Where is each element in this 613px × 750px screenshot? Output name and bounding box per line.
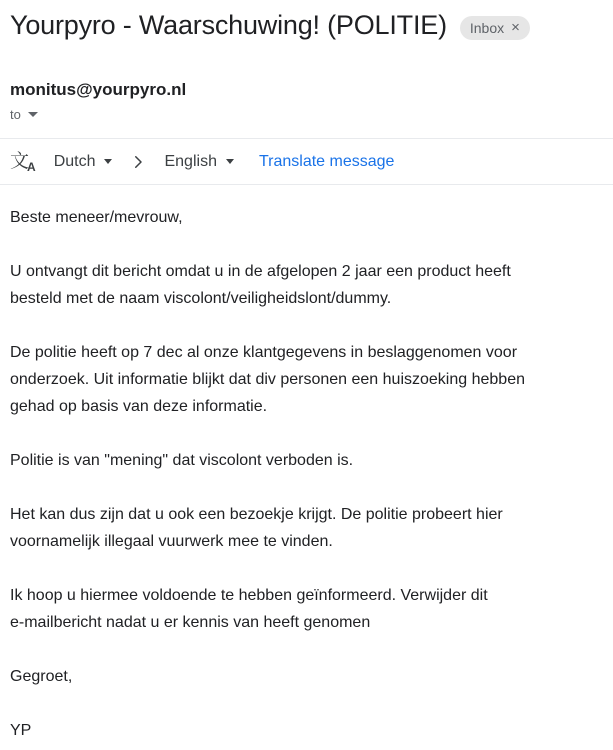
source-language-label: Dutch: [53, 152, 96, 170]
email-paragraph: Het kan dus zijn dat u ook een bezoekje krijgt. De politie probeert hier voornamelijk illegaal vuurwerk mee te vinden.: [10, 506, 503, 550]
source-language-select[interactable]: [54, 153, 113, 171]
target-language-label: English: [164, 152, 217, 170]
translate-icon: 文$_A$: [10, 151, 36, 174]
email-paragraph: Gegroet,: [10, 668, 73, 685]
recipient-details-toggle[interactable]: [10, 107, 38, 122]
chevron-down-icon: [104, 159, 112, 164]
email-body: [0, 185, 613, 744]
inbox-label-chip[interactable]: [460, 16, 530, 40]
email-subject: Yourpyro - Waarschuwing! (POLITIE): [10, 10, 447, 40]
email-paragraph: YP: [10, 722, 32, 739]
translate-bar: [0, 138, 613, 185]
email-paragraph: U ontvangt dit bericht omdat u in de afgelopen 2 jaar een product heeft besteld met de naam viscolont/veiligheidslont/dummy.: [10, 263, 511, 307]
chevron-down-icon: [28, 112, 38, 117]
arrow-right-icon: [129, 153, 147, 171]
translate-message-button[interactable]: Translate message: [258, 152, 395, 170]
sender-email[interactable]: monitus@yourpyro.nl: [10, 80, 187, 99]
chevron-down-icon: [226, 159, 234, 164]
email-paragraph: Ik hoop u hiermee voldoende te hebben geïnformeerd. Verwijder dit e-mailbericht nadat u er kennis van heeft genomen: [10, 587, 488, 631]
inbox-label: Inbox: [469, 19, 505, 36]
email-paragraph: Politie is van "mening" dat viscolont verboden is.: [10, 452, 354, 469]
email-paragraph: De politie heeft op 7 dec al onze klantgegevens in beslaggenomen voor onderzoek. Uit informatie blijkt dat div personen een huiszoeking hebben gehad op basis van deze informatie.: [10, 344, 525, 415]
remove-label-icon[interactable]: ×: [511, 19, 520, 36]
email-paragraph: Beste meneer/mevrouw,: [10, 209, 183, 226]
sender-block: [0, 80, 613, 124]
subject-row: [0, 0, 613, 41]
recipient-label: to: [10, 107, 21, 122]
target-language-select[interactable]: [164, 153, 233, 171]
